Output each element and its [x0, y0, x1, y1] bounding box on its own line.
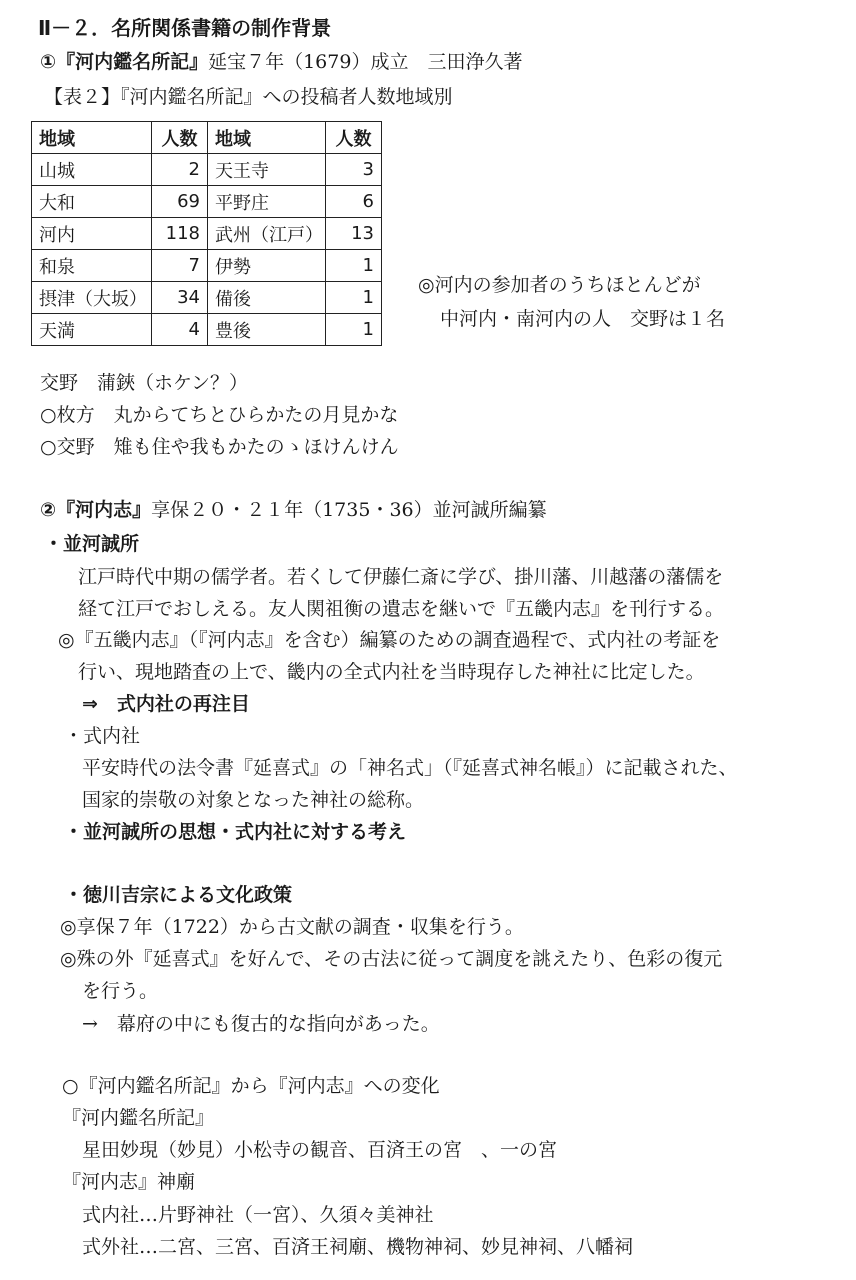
namikawa-note-line2: 行い、現地踏査の上で、畿内の全式内社を当時現存した神社に比定した。 [78, 661, 705, 683]
table-cell: 天満 [32, 314, 152, 346]
table-cell: 1 [326, 250, 382, 282]
item2-detail: 享保２０・２１年（1735・36）並河誠所編纂 [151, 499, 547, 521]
namikawa-arrow-line: ⇒ 式内社の再注目 [82, 693, 250, 715]
table-cell: 69 [152, 186, 208, 218]
table-row [32, 314, 382, 346]
table-header-cell: 人数 [326, 122, 382, 154]
change-book2-line2: 式外社…二宮、三宮、百済王祠廟、機物神祠、妙見神祠、八幡祠 [82, 1236, 634, 1258]
table-cell: 伊勢 [208, 250, 326, 282]
item1-title: ①『河内鑑名所記』 [40, 51, 209, 73]
yoshimune-line1: ◎享保７年（1722）から古文献の調査・収集を行う。 [60, 916, 524, 938]
table-header-row [32, 122, 382, 154]
section-title: Ⅱ－２．名所関係書籍の制作背景 [38, 16, 332, 40]
yoshimune-line2: ◎殊の外『延喜式』を好んで、その古法に従って調度を誂えたり、色彩の復元 [60, 948, 723, 970]
table-cell: 34 [152, 282, 208, 314]
item2-title: ②『河内志』 [40, 499, 152, 521]
table-caption: 【表２】『河内鑑名所記』への投稿者人数地域別 [44, 86, 453, 108]
table-cell: 13 [326, 218, 382, 250]
table-cell: 豊後 [208, 314, 326, 346]
table-cell: 2 [152, 154, 208, 186]
change-heading: ○『河内鑑名所記』から『河内志』への変化 [62, 1075, 440, 1097]
table-cell: 武州（江戸） [208, 218, 326, 250]
participants-table [31, 121, 382, 346]
yoshimune-line3: を行う。 [82, 980, 159, 1002]
item2-heading [40, 498, 547, 522]
namikawa-desc-line1: 江戸時代中期の儒学者。若くして伊藤仁斎に学び、掛川藩、川越藩の藩儒を [78, 566, 724, 588]
item1-heading [40, 50, 522, 74]
table-header-cell: 人数 [152, 122, 208, 154]
table-row [32, 154, 382, 186]
yoshimune-line4: → 幕府の中にも復古的な指向があった。 [82, 1013, 440, 1035]
table-cell: 摂津（大坂） [32, 282, 152, 314]
table-cell: 天王寺 [208, 154, 326, 186]
yoshimune-heading: ・徳川吉宗による文化政策 [64, 884, 293, 906]
shikinaisha-desc-line2: 国家的崇敬の対象となった神社の総称。 [82, 789, 425, 811]
table-row [32, 282, 382, 314]
change-book1: 『河内鑑名所記』 [62, 1107, 215, 1129]
table-header-cell: 地域 [208, 122, 326, 154]
table-cell: 備後 [208, 282, 326, 314]
change-book1-items: 星田妙現（妙見）小松寺の観音、百済王の宮 、一の宮 [82, 1139, 558, 1161]
namikawa-note-line1: ◎『五畿内志』（『河内志』を含む）編纂のための調査過程で、式内社の考証を [58, 629, 721, 651]
table-cell: 6 [326, 186, 382, 218]
table-row [32, 250, 382, 282]
table-cell: 和泉 [32, 250, 152, 282]
table-cell: 大和 [32, 186, 152, 218]
shikinaisha-desc-line1: 平安時代の法令書『延喜式』の「神名式」（『延喜式神名帳』）に記載された、 [82, 757, 738, 779]
poem-katano: ○交野 雉も住や我もかたのゝほけんけん [40, 436, 399, 458]
item1-detail: 延宝７年（1679）成立 三田浄久著 [208, 51, 523, 73]
change-book2-line1: 式内社…片野神社（一宮）、久須々美神社 [82, 1204, 434, 1226]
shikinaisha-heading: ・式内社 [64, 725, 141, 747]
table-cell: 1 [326, 314, 382, 346]
table-header-cell: 地域 [32, 122, 152, 154]
table-cell: 3 [326, 154, 382, 186]
thought-heading: ・並河誠所の思想・式内社に対する考え [64, 821, 407, 843]
table-cell: 7 [152, 250, 208, 282]
table-cell: 河内 [32, 218, 152, 250]
table-cell: 118 [152, 218, 208, 250]
change-book2: 『河内志』神廟 [62, 1171, 196, 1193]
namikawa-heading: ・並河誠所 [44, 533, 140, 555]
table-cell: 平野庄 [208, 186, 326, 218]
poem-hirakata: ○枚方 丸からてちとひらかたの月見かな [40, 404, 399, 426]
table-cell: 1 [326, 282, 382, 314]
katano-name: 交野 蒲鋏（ホケン？） [40, 372, 249, 394]
table-cell: 4 [152, 314, 208, 346]
namikawa-desc-line2: 経て江戸でおしえる。友人関祖衡の遺志を継いで『五畿内志』を刊行する。 [78, 598, 725, 620]
table-row [32, 186, 382, 218]
side-note-line1: ◎河内の参加者のうちほとんどが [418, 274, 701, 296]
side-note-line2: 中河内・南河内の人 交野は１名 [440, 308, 726, 330]
table-row [32, 218, 382, 250]
table-cell: 山城 [32, 154, 152, 186]
